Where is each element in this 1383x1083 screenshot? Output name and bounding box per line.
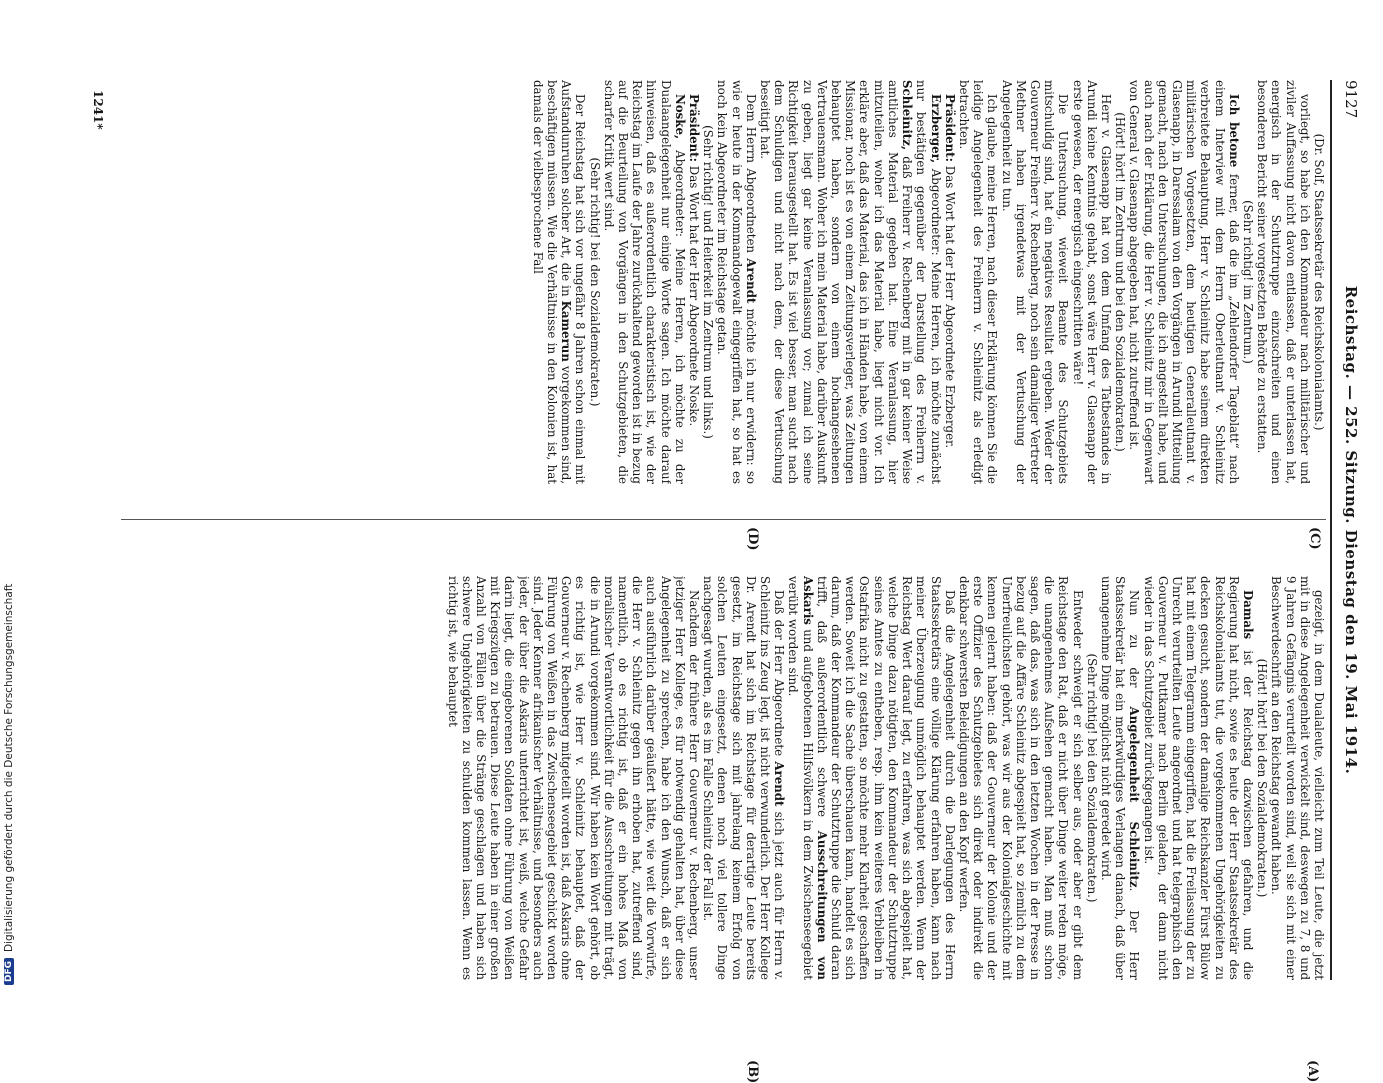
paragraph: (Hört! hört! bei den Sozialdemokraten.) bbox=[1255, 658, 1270, 898]
margin-mark-b: (B) bbox=[745, 1060, 760, 1083]
paragraph: Erzberger, Abgeordneter: Meine Herren, ich möchte zunächst nur bestätigen gegenüber der Darstellung des Freiherrn v. Schleinitz, daß Freiherr v. Rechenberg mit in gar keiner Weise amtliches Material gegeben hat. Eine Veranlassung, hier mitzuteilen, woher ich das Material habe, liegt nicht vor. Ich erkläre aber, daß das Material, das ich in Händen habe, von einem Missionar, noch ist es von einem Zeitungsverleger, was Zeitungen behauptet haben, sondern von einem hochangesehenen Vertrauensmann. Woher ich mein Material habe, darüber Auskunft zu geben, liegt gar keine Veranlassung vor; zumal ich seine Richtigkeit herausgestellt hat. Es ist viel besser, man sucht nach dem Schuldigen und nicht nach dem, der diese Vertuschung beseitigt hat. bbox=[758, 80, 943, 484]
paragraph: (Sehr richtig! bei den Sozialdemokraten.) bbox=[587, 157, 602, 407]
paragraph: Ich glaube, meine Herren, nach dieser Erklärung können Sie die leidige Angelegenheit des Freiherrn v. Schleinitz als erledigt betrachten. bbox=[956, 80, 1000, 484]
column-divider bbox=[121, 519, 1326, 520]
paragraph: Die Untersuchung, wieweit Beamte des Schutzgebiets mitschuldig sind, hat ein negatives Resultat ergeben. Weder der Gouverneur Freiherr v. Rechenberg, noch sein damaliger Vertreter Methner haben irgendetwas mit der Vertuschung der Angelegenheit zu tun. bbox=[999, 80, 1071, 484]
digitization-note bbox=[3, 584, 15, 985]
paragraph: gezeigt, in dem Dualaleute, vielleicht zum Teil Leute, die jetzt mit in diese Angelegenheit verwickelt sind, deswegen zu 7, 8 und 9 Jahren Gefängnis verurteilt worden sind, weil sie sich mit einer Beschwerdeschrift an den Reichstag gewandt haben. bbox=[1269, 576, 1326, 980]
paragraph: Daß der Herr Abgeordnete Arendt sich jetzt auch für Herrn v. Schleinitz ins Zeug legt, ist nicht verwunderlich. Der Herr Kollege Dr. Arendt hat sich im Reichstage für derartige Leute bereits gesetzt, im Reichstage sich mit jahrelang keinem Erfolg von solchen Leuten eingesetzt, denen noch viel tollere Dinge nachgesagt wurden, als es im Falle Schleinitz der Fall ist. bbox=[701, 576, 787, 980]
paragraph: Herr v. Glasenapp hat von dem Umfang des Tatbestandes in Arundi keine Kenntnis gehabt, sonst wäre Herr v. Glasenapp der erste gewesen, der energisch eingeschritten wäre! bbox=[1070, 80, 1113, 484]
margin-mark-c: (C) bbox=[1307, 527, 1322, 550]
paragraph: (Hört! hört! im Zentrum und bei den Sozialdemokraten.) bbox=[1113, 112, 1128, 452]
paragraph: Entweder schweigt er sich selber aus, oder aber er gibt dem Reichstage den Rat, daß er nicht über Dinge weiter reden möge, die unangenehmes Aufsehen gemacht haben. Man muß schon sagen, daß das, was sich in den letzten Wochen in der Presse in bezug auf die Affäre Schleinitz abgespielt hat, so ziemlich zu dem Unerfreulichsten gehört, was wir aus der Kolonialgeschichte mit kennen gelernt haben: daß der Gouverneur der Kolonie und der erste Offizier des Schutzgebietes sich direkt oder indirekt die denkbar schwersten Beleidigungen an den Kopf werfen. bbox=[956, 576, 1085, 980]
left-text-column bbox=[111, 80, 1326, 484]
paragraph: Präsident: Das Wort hat der Herr Abgeordnete Noske. bbox=[687, 94, 702, 427]
page-header bbox=[1334, 80, 1360, 980]
margin-mark-d: (D) bbox=[745, 527, 760, 551]
paragraph: Daß die Angelegenheit durch die Darlegungen des Herrn Staatssekretärs eine völlige Klärung erfahren haben, kann nach meiner Überzeugung unmöglich behauptet werden. Wenn der Reichstag Wert darauf legt, zu erfahren, was sich abgespielt hat, welche Dinge dazu nötigten, den Kommandeur der Schutztruppe seines Amtes zu entheben, resp. ihm kein weiteres Verbleiben in Ostafrika nicht zu gestatten, so möchte mehr Klarheit geschaffen werden. Soweit ich die Sache überschauen kann, handelt es sich darum, daß der Kommandeur der Schutztruppe die Schuld daran trifft, daß außerordentlich schwere Ausschreitungen von Askaris und aufgebotenen Hilfsvölkern in dem Zwischenseegebiet verübt worden sind. bbox=[786, 576, 957, 980]
paragraph: (Sehr richtig! im Zentrum.) bbox=[1240, 200, 1255, 364]
paragraph: Ich betone ferner, daß die im „Zehlendorfer Tageblatt“ nach einem Interview mit dem Herrn Oberleutnant v. Schleinitz verbreitete Behauptung, Herr v. Schleinitz habe seinem direkten militärischen Vorgesetzten, dem heutigen Generalleutnant v. Glasenapp, in Daressalam von den Vorgängen in Arundi Mitteilung gemacht, nach den Untersuchungen, die ich angestellt habe, und auch nach der Erklärung, die Herr v. Schleinitz mir in Gegenwart von General v. Glasenapp abgegeben hat, nicht zutreffend ist. bbox=[1127, 80, 1241, 484]
footer-signature: 1241* bbox=[91, 90, 105, 130]
paragraph: vorliegt, so habe ich den Kommandeur nach militärischer und ziviler Auffassung nicht davon entlassen, daß er unterlassen hat, energisch in der Schutztruppe einzuschreiten und einen besonderen Bericht seiner vorgesetzten Behörde zu erstatten. bbox=[1255, 80, 1312, 484]
paragraph: Präsident: Das Wort hat der Herr Abgeordnete Erzberger. bbox=[942, 94, 957, 449]
rotated-newspaper-page bbox=[85, 60, 1360, 1083]
page-title: Reichstag. — 252. Sitzung. Dienstag den 19. Mai 1914. bbox=[1342, 285, 1360, 775]
header-rule bbox=[1330, 80, 1332, 980]
paragraph: Damals ist der Reichstag dazwischen gefahren, und die Regierung hat nicht, sowie es heute der Herr Staatssekretär des Reichskolonialamts tut, die vorgekommenen Ungehörigkeiten zu decken gesucht, sondern der damalige Reichskanzler Fürst Bülow hat mit einem Telegramm eingegriffen, hat die Freilassung der zu Unrecht verurteilten Leute angeordnet und hat telegraphisch den Gouverneur v. Puttkamer nach Berlin geladen, der dann nicht wieder in das Schutzgebiet zurückgegangen ist. bbox=[1141, 576, 1255, 980]
paragraph: Der Reichstag hat sich vor ungefähr 8 Jahren schon einmal mit Aufstandunruhen solcher Art, die in Kamerun vorgekommen sind, beschäftigen müssen. Wie die Verhältnisse in den Kolonien ist, hat damals der vielbesprochene Fall bbox=[530, 80, 588, 484]
paragraph: Nachdem der frühere Herr Gouverneur v. Rechenberg, unser jetziger Herr Kollege, es für notwendig gehalten hat, über diese Angelegenheit zu sprechen, habe ich den Wunsch, daß er sich auch ausführlich darüber geäußert hätte, wie weit die Vorwürfe, die Herr v. Schleinitz gegen ihn erhoben hat, zutreffend sind, namentlich, ob es richtig ist, daß er ein hohes Maß von moralischer Verantwortlichkeit für die Ausschreitungen mit trägt, die in Arundi vorgekommen sind. Wir haben kein Wort gehört, ob es richtig ist, wie Herr v. Schleinitz behauptet, daß der Gouverneur v. Rechenberg mitgeteilt worden ist, daß Askaris ohne Führung von Weißen in das Zwischenseegebiet geschickt worden sind. Jeder Kenner afrikanischer Verhältnisse, und besonders auch jeder, der über die Askaris unterrichtet ist, weiß, welche Gefahr darin liegt, die eingeborenen Soldaten ohne Führung von Weißen mit Kriegszügen zu betrauen. Diese Leute haben in einer großen Anzahl von Fällen über die Stränge geschlagen und haben sich schwere Ungehörigkeiten zu schulden kommen lassen. Wenn es richtig ist, wie behauptet bbox=[445, 576, 702, 980]
paragraph: Dem Herrn Abgeordneten Arendt möchte ich nur erwidern: so wie er heute in der Kommandogewalt eingegriffen hat, so hat es noch kein Abgeordneter im Reichstage getan. bbox=[715, 80, 758, 484]
paragraph: (Sehr richtig! und Heiterkeit im Zentrum und links.) bbox=[701, 125, 716, 439]
dfg-logo-icon: DFG bbox=[4, 958, 14, 985]
paragraph: (Dr. Solf, Staatssekretär des Reichskolonialamts.) bbox=[1312, 133, 1326, 431]
paragraph: Noske, Abgeordneter: Meine Herren, ich möchte zu der Dualaangelegenheit nur einige Worte sagen. Ich möchte darauf hinweisen, daß es außerordentlich charakteristisch ist, wie der Reichstag im Laufe der Jahre zurückhaltend geworden ist in bezug auf die Beurteilung von Vorgängen in den Schutzgebieten, die scharfer Kritik wert sind. bbox=[601, 80, 687, 484]
digitization-text: Digitalisierung gefördert durch die Deutsche Forschungsgemeinschaft bbox=[3, 583, 15, 952]
margin-mark-a: (A) bbox=[1305, 1060, 1320, 1083]
paragraph: (Sehr richtig! bei den Sozialdemokraten.) bbox=[1084, 653, 1099, 903]
page-number: 9127 bbox=[1342, 80, 1360, 119]
paragraph: Nun zu der Angelegenheit Schleinitz. Der Herr Staatssekretär hat ein merkwürdiges Verlangen danach, daß über unangenehme Dinge möglichst nicht geredet wird. bbox=[1098, 576, 1142, 980]
right-text-column bbox=[111, 576, 1326, 980]
